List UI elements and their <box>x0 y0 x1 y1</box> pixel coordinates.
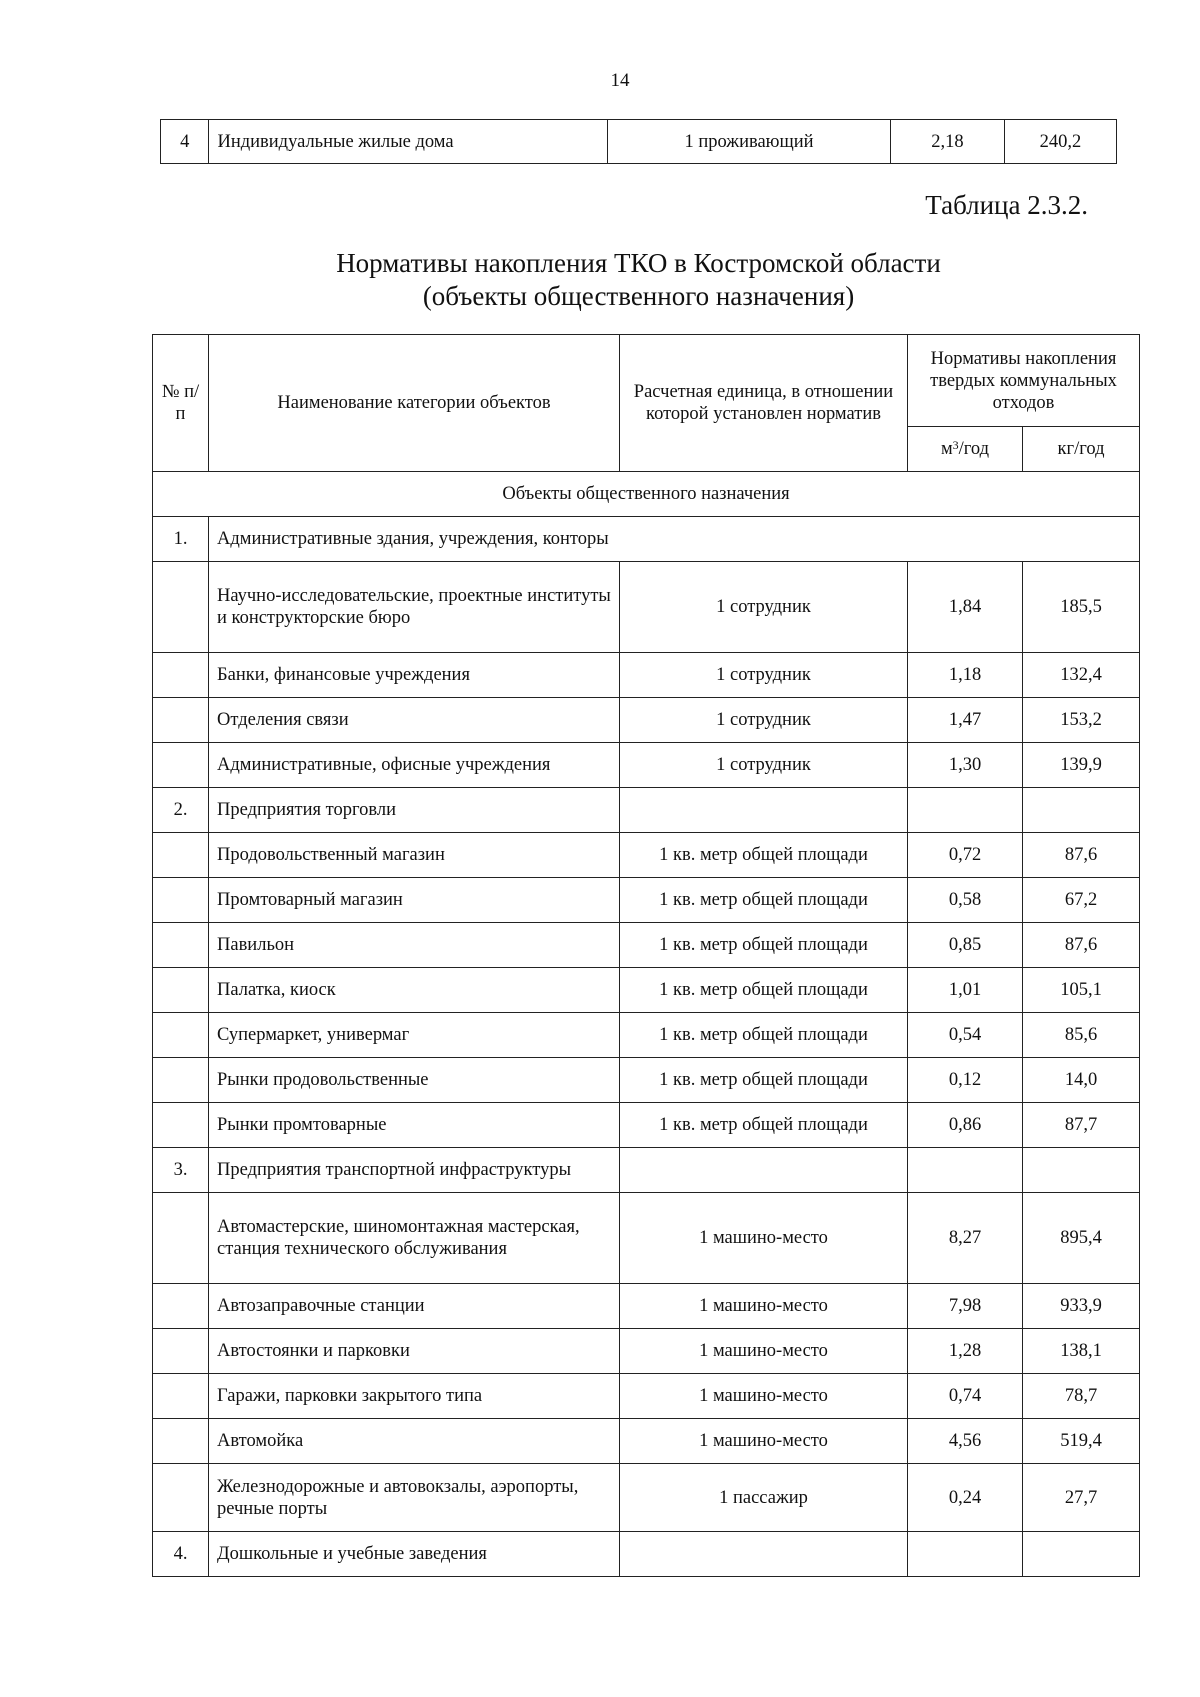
row-unit: 1 кв. метр общей площади <box>620 923 908 968</box>
row-unit: 1 кв. метр общей площади <box>620 1103 908 1148</box>
group-kg-empty <box>1023 1532 1140 1577</box>
row-kg: 153,2 <box>1023 698 1140 743</box>
table-row <box>153 1013 1140 1058</box>
table-row <box>153 1464 1140 1532</box>
row-unit: 1 машино-место <box>620 1193 908 1284</box>
row-kg: 87,6 <box>1023 833 1140 878</box>
row-number-empty <box>153 1013 209 1058</box>
row-number: 4 <box>161 120 209 164</box>
row-name: Продовольственный магазин <box>209 833 620 878</box>
table-row <box>153 923 1140 968</box>
row-m3: 1,30 <box>908 743 1023 788</box>
group-unit-empty <box>620 1532 908 1577</box>
row-unit: 1 машино-место <box>620 1284 908 1329</box>
row-name: Гаражи, парковки закрытого типа <box>209 1374 620 1419</box>
row-unit: 1 сотрудник <box>620 698 908 743</box>
row-number-empty <box>153 1329 209 1374</box>
header-unit: Расчетная единица, в отношении которой установлен норматив <box>620 335 908 472</box>
table-row <box>153 833 1140 878</box>
table-title <box>160 247 1117 313</box>
row-name: Автозаправочные станции <box>209 1284 620 1329</box>
row-m3: 7,98 <box>908 1284 1023 1329</box>
row-m3: 1,84 <box>908 562 1023 653</box>
group-unit-empty <box>620 788 908 833</box>
row-m3: 1,28 <box>908 1329 1023 1374</box>
row-kg: 87,6 <box>1023 923 1140 968</box>
table-row <box>153 1419 1140 1464</box>
row-name: Банки, финансовые учреждения <box>209 653 620 698</box>
row-name: Научно-исследовательские, проектные институты и конструкторские бюро <box>209 562 620 653</box>
row-m3: 0,58 <box>908 878 1023 923</box>
table-row <box>153 1193 1140 1284</box>
row-kg: 185,5 <box>1023 562 1140 653</box>
table-row <box>153 1329 1140 1374</box>
table-row <box>153 968 1140 1013</box>
row-m3: 0,74 <box>908 1374 1023 1419</box>
row-number-empty <box>153 1374 209 1419</box>
table-row <box>153 1058 1140 1103</box>
table-row <box>153 743 1140 788</box>
row-unit: 1 сотрудник <box>620 653 908 698</box>
group-unit-empty <box>620 1148 908 1193</box>
group-row <box>153 517 1140 562</box>
row-unit: 1 машино-место <box>620 1374 908 1419</box>
group-title: Предприятия торговли <box>209 788 620 833</box>
row-m3: 0,86 <box>908 1103 1023 1148</box>
row-kg: 85,6 <box>1023 1013 1140 1058</box>
row-number-empty <box>153 653 209 698</box>
row-number-empty <box>153 1284 209 1329</box>
row-kg: 519,4 <box>1023 1419 1140 1464</box>
row-m3: 8,27 <box>908 1193 1023 1284</box>
header-m3: $м^3$/год <box>908 427 1023 472</box>
group-number: 1. <box>153 517 209 562</box>
row-number-empty <box>153 1058 209 1103</box>
row-name: Железнодорожные и автовокзалы, аэропорты, речные порты <box>209 1464 620 1532</box>
section-row <box>153 472 1140 517</box>
row-name: Административные, офисные учреждения <box>209 743 620 788</box>
table-row <box>153 1374 1140 1419</box>
row-unit: 1 машино-место <box>620 1329 908 1374</box>
row-kg: 139,9 <box>1023 743 1140 788</box>
row-kg: 240,2 <box>1004 120 1116 164</box>
group-row <box>153 788 1140 833</box>
row-name: Автомастерские, шиномонтажная мастерская, станция технического обслуживания <box>209 1193 620 1284</box>
row-number-empty <box>153 1419 209 1464</box>
section-title: Объекты общественного назначения <box>153 472 1140 517</box>
row-name: Рынки продовольственные <box>209 1058 620 1103</box>
row-number-empty <box>153 743 209 788</box>
table-title-line2: (объекты общественного назначения) <box>422 281 855 311</box>
row-name: Супермаркет, универмаг <box>209 1013 620 1058</box>
row-m3: 1,18 <box>908 653 1023 698</box>
table-row <box>153 878 1140 923</box>
row-kg: 67,2 <box>1023 878 1140 923</box>
row-kg: 78,7 <box>1023 1374 1140 1419</box>
row-kg: 132,4 <box>1023 653 1140 698</box>
row-m3: 0,72 <box>908 833 1023 878</box>
row-name: Автостоянки и парковки <box>209 1329 620 1374</box>
row-unit: 1 машино-место <box>620 1419 908 1464</box>
group-row <box>153 1148 1140 1193</box>
row-m3: 0,24 <box>908 1464 1023 1532</box>
group-number: 3. <box>153 1148 209 1193</box>
table-row <box>153 1284 1140 1329</box>
previous-table-fragment <box>160 119 1117 164</box>
row-name: Рынки промтоварные <box>209 1103 620 1148</box>
group-number: 4. <box>153 1532 209 1577</box>
table-caption: Таблица 2.3.2. <box>925 190 1088 220</box>
row-number-empty <box>153 878 209 923</box>
header-num: № п/п <box>153 335 209 472</box>
row-number-empty <box>153 562 209 653</box>
row-kg: 87,7 <box>1023 1103 1140 1148</box>
row-m3: 1,01 <box>908 968 1023 1013</box>
row-number-empty <box>153 968 209 1013</box>
row-m3: 1,47 <box>908 698 1023 743</box>
row-unit: 1 проживающий <box>608 120 891 164</box>
row-name: Промтоварный магазин <box>209 878 620 923</box>
group-title: Административные здания, учреждения, конторы <box>209 517 1140 562</box>
row-unit: 1 сотрудник <box>620 743 908 788</box>
norms-table <box>152 334 1140 1577</box>
header-norms: Нормативы накопления твердых коммунальных отходов <box>908 335 1140 427</box>
group-kg-empty <box>1023 788 1140 833</box>
row-unit: 1 кв. метр общей площади <box>620 833 908 878</box>
page-number: 14 <box>610 70 630 91</box>
group-title: Предприятия транспортной инфраструктуры <box>209 1148 620 1193</box>
row-unit: 1 кв. метр общей площади <box>620 878 908 923</box>
row-name: Отделения связи <box>209 698 620 743</box>
row-number-empty <box>153 1464 209 1532</box>
group-row <box>153 1532 1140 1577</box>
row-kg: 105,1 <box>1023 968 1140 1013</box>
row-kg: 933,9 <box>1023 1284 1140 1329</box>
row-name: Индивидуальные жилые дома <box>209 120 608 164</box>
row-unit: 1 сотрудник <box>620 562 908 653</box>
group-m3-empty <box>908 788 1023 833</box>
row-kg: 27,7 <box>1023 1464 1140 1532</box>
table-row <box>153 562 1140 653</box>
row-m3: 0,85 <box>908 923 1023 968</box>
group-m3-empty <box>908 1532 1023 1577</box>
row-kg: 14,0 <box>1023 1058 1140 1103</box>
row-number-empty <box>153 923 209 968</box>
header-row <box>153 335 1140 427</box>
row-name: Палатка, киоск <box>209 968 620 1013</box>
table-row <box>161 120 1117 164</box>
row-unit: 1 кв. метр общей площади <box>620 968 908 1013</box>
group-kg-empty <box>1023 1148 1140 1193</box>
row-m3: 0,12 <box>908 1058 1023 1103</box>
table-row <box>153 653 1140 698</box>
table-row <box>153 698 1140 743</box>
row-m3: 0,54 <box>908 1013 1023 1058</box>
table-row <box>153 1103 1140 1148</box>
group-m3-empty <box>908 1148 1023 1193</box>
row-m3: 2,18 <box>890 120 1004 164</box>
header-name: Наименование категории объектов <box>209 335 620 472</box>
row-number-empty <box>153 1103 209 1148</box>
row-name: Павильон <box>209 923 620 968</box>
row-unit: 1 кв. метр общей площади <box>620 1058 908 1103</box>
row-name: Автомойка <box>209 1419 620 1464</box>
row-number-empty <box>153 698 209 743</box>
row-unit: 1 кв. метр общей площади <box>620 1013 908 1058</box>
group-title: Дошкольные и учебные заведения <box>209 1532 620 1577</box>
row-m3: 4,56 <box>908 1419 1023 1464</box>
row-number-empty <box>153 1193 209 1284</box>
row-unit: 1 пассажир <box>620 1464 908 1532</box>
table-title-line1: Нормативы накопления ТКО в Костромской области <box>336 248 941 278</box>
group-number: 2. <box>153 788 209 833</box>
row-number-empty <box>153 833 209 878</box>
row-kg: 138,1 <box>1023 1329 1140 1374</box>
row-kg: 895,4 <box>1023 1193 1140 1284</box>
header-kg: кг/год <box>1023 427 1140 472</box>
